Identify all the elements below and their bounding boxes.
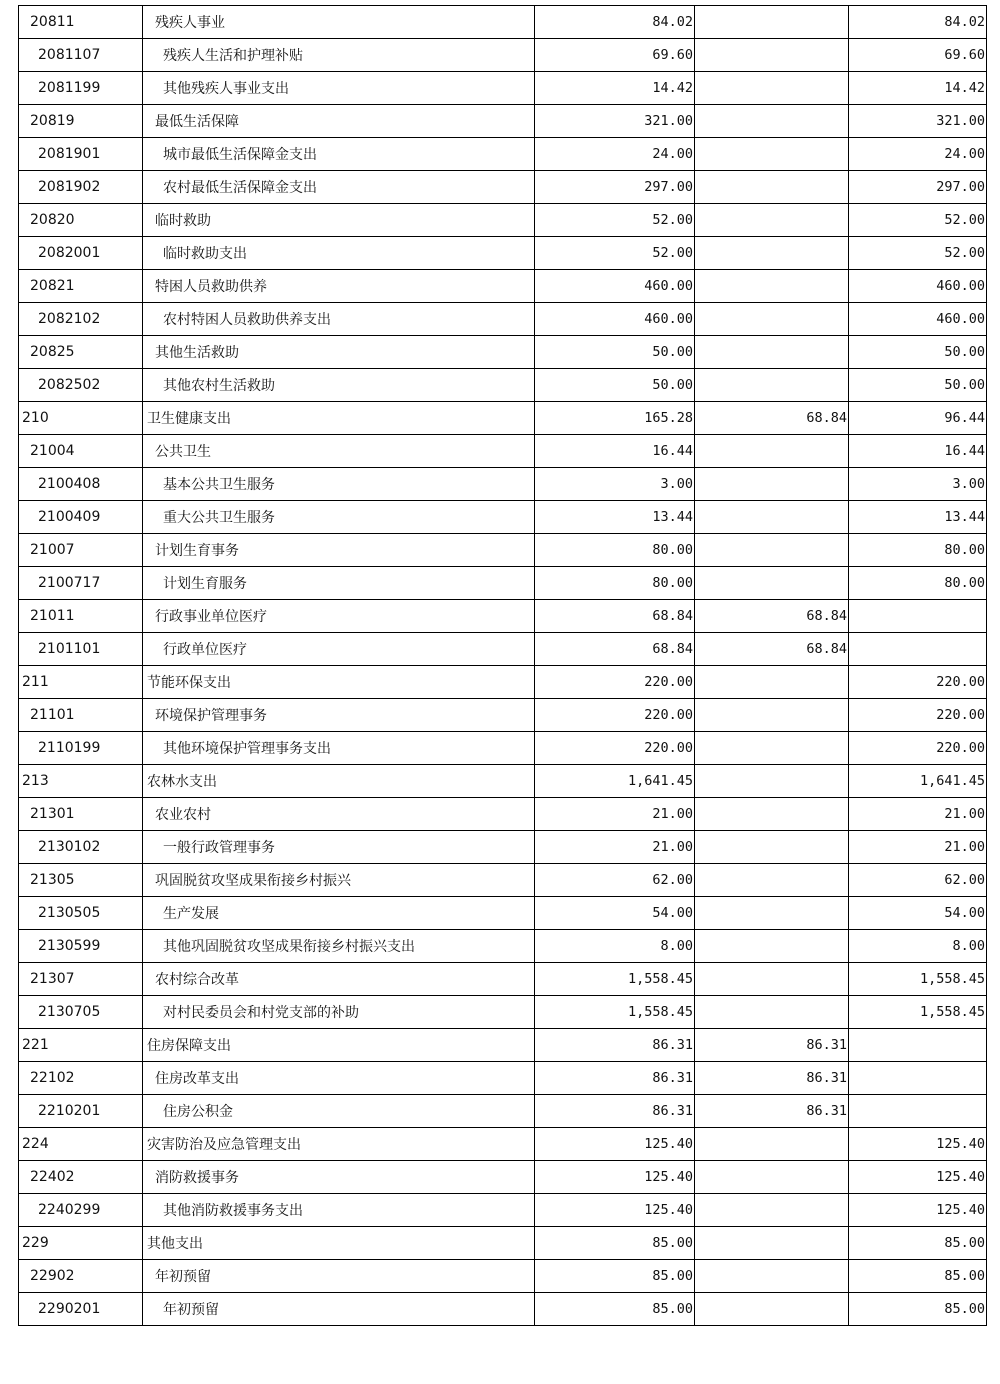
cell-basic — [695, 666, 849, 699]
cell-basic — [695, 468, 849, 501]
cell-total: 52.00 — [535, 237, 695, 270]
table-row — [19, 501, 987, 534]
cell-code: 20819 — [19, 105, 143, 138]
cell-total: 1,641.45 — [535, 765, 695, 798]
cell-name: 农村综合改革 — [143, 963, 535, 996]
cell-total: 16.44 — [535, 435, 695, 468]
table-row — [19, 1095, 987, 1128]
cell-name: 计划生育服务 — [143, 567, 535, 600]
cell-name: 住房保障支出 — [143, 1029, 535, 1062]
cell-project: 84.02 — [849, 6, 987, 39]
cell-project — [849, 1062, 987, 1095]
cell-name: 特困人员救助供养 — [143, 270, 535, 303]
cell-code: 211 — [19, 666, 143, 699]
table-row — [19, 765, 987, 798]
cell-code: 20821 — [19, 270, 143, 303]
cell-code: 224 — [19, 1128, 143, 1161]
cell-basic — [695, 1128, 849, 1161]
cell-basic — [695, 336, 849, 369]
table-row — [19, 831, 987, 864]
cell-name: 残疾人生活和护理补贴 — [143, 39, 535, 72]
cell-name: 最低生活保障 — [143, 105, 535, 138]
cell-project: 16.44 — [849, 435, 987, 468]
cell-project: 220.00 — [849, 666, 987, 699]
cell-code: 2100717 — [19, 567, 143, 600]
cell-total: 86.31 — [535, 1095, 695, 1128]
cell-name: 消防救援事务 — [143, 1161, 535, 1194]
cell-code: 2240299 — [19, 1194, 143, 1227]
cell-total: 3.00 — [535, 468, 695, 501]
cell-code: 20811 — [19, 6, 143, 39]
cell-total: 297.00 — [535, 171, 695, 204]
cell-basic — [695, 303, 849, 336]
table-body — [19, 6, 987, 1326]
cell-code: 2081901 — [19, 138, 143, 171]
cell-project: 52.00 — [849, 237, 987, 270]
cell-basic — [695, 996, 849, 1029]
cell-basic — [695, 72, 849, 105]
table-row — [19, 105, 987, 138]
cell-code: 21301 — [19, 798, 143, 831]
cell-code: 2130599 — [19, 930, 143, 963]
cell-project: 8.00 — [849, 930, 987, 963]
table-row — [19, 369, 987, 402]
cell-name: 其他生活救助 — [143, 336, 535, 369]
cell-basic: 68.84 — [695, 633, 849, 666]
table-row — [19, 435, 987, 468]
cell-project: 50.00 — [849, 369, 987, 402]
cell-name: 住房公积金 — [143, 1095, 535, 1128]
cell-project: 21.00 — [849, 798, 987, 831]
cell-basic — [695, 1194, 849, 1227]
cell-project: 3.00 — [849, 468, 987, 501]
table-row — [19, 39, 987, 72]
cell-code: 2130705 — [19, 996, 143, 1029]
cell-basic — [695, 765, 849, 798]
cell-basic — [695, 864, 849, 897]
cell-project: 14.42 — [849, 72, 987, 105]
table-row — [19, 1161, 987, 1194]
cell-total: 85.00 — [535, 1227, 695, 1260]
cell-project — [849, 633, 987, 666]
cell-code: 2290201 — [19, 1293, 143, 1326]
cell-total: 50.00 — [535, 369, 695, 402]
cell-code: 21007 — [19, 534, 143, 567]
cell-total: 80.00 — [535, 567, 695, 600]
cell-code: 2110199 — [19, 732, 143, 765]
cell-code: 2081107 — [19, 39, 143, 72]
cell-name: 节能环保支出 — [143, 666, 535, 699]
cell-code: 221 — [19, 1029, 143, 1062]
cell-project: 125.40 — [849, 1194, 987, 1227]
cell-basic — [695, 897, 849, 930]
cell-name: 其他消防救援事务支出 — [143, 1194, 535, 1227]
cell-code: 2081902 — [19, 171, 143, 204]
cell-project: 62.00 — [849, 864, 987, 897]
cell-total: 68.84 — [535, 600, 695, 633]
cell-basic — [695, 501, 849, 534]
cell-basic — [695, 732, 849, 765]
cell-project — [849, 600, 987, 633]
table-row — [19, 666, 987, 699]
cell-name: 其他支出 — [143, 1227, 535, 1260]
cell-code: 2130102 — [19, 831, 143, 864]
cell-basic — [695, 39, 849, 72]
cell-project: 1,558.45 — [849, 963, 987, 996]
table-row — [19, 930, 987, 963]
cell-code: 2210201 — [19, 1095, 143, 1128]
cell-name: 巩固脱贫攻坚成果衔接乡村振兴 — [143, 864, 535, 897]
cell-total: 50.00 — [535, 336, 695, 369]
cell-total: 86.31 — [535, 1062, 695, 1095]
cell-project: 460.00 — [849, 303, 987, 336]
cell-name: 年初预留 — [143, 1260, 535, 1293]
cell-name: 农村最低生活保障金支出 — [143, 171, 535, 204]
cell-project: 460.00 — [849, 270, 987, 303]
cell-basic — [695, 798, 849, 831]
table-row — [19, 402, 987, 435]
cell-name: 残疾人事业 — [143, 6, 535, 39]
cell-name: 临时救助 — [143, 204, 535, 237]
cell-total: 13.44 — [535, 501, 695, 534]
cell-project: 13.44 — [849, 501, 987, 534]
cell-project: 96.44 — [849, 402, 987, 435]
cell-name: 其他环境保护管理事务支出 — [143, 732, 535, 765]
cell-project: 1,641.45 — [849, 765, 987, 798]
cell-basic — [695, 6, 849, 39]
cell-name: 环境保护管理事务 — [143, 699, 535, 732]
cell-basic — [695, 435, 849, 468]
cell-total: 220.00 — [535, 732, 695, 765]
table-row — [19, 270, 987, 303]
cell-basic — [695, 138, 849, 171]
table-row — [19, 864, 987, 897]
cell-total: 69.60 — [535, 39, 695, 72]
cell-total: 125.40 — [535, 1128, 695, 1161]
cell-basic — [695, 1161, 849, 1194]
cell-total: 21.00 — [535, 798, 695, 831]
table-row — [19, 963, 987, 996]
table-row — [19, 138, 987, 171]
cell-code: 2130505 — [19, 897, 143, 930]
cell-code: 2082502 — [19, 369, 143, 402]
table-row — [19, 633, 987, 666]
cell-name: 基本公共卫生服务 — [143, 468, 535, 501]
cell-total: 85.00 — [535, 1293, 695, 1326]
cell-total: 220.00 — [535, 666, 695, 699]
cell-project: 125.40 — [849, 1161, 987, 1194]
table-row — [19, 996, 987, 1029]
cell-code: 2082001 — [19, 237, 143, 270]
cell-total: 84.02 — [535, 6, 695, 39]
cell-project — [849, 1029, 987, 1062]
cell-basic — [695, 699, 849, 732]
cell-name: 农业农村 — [143, 798, 535, 831]
cell-code: 21101 — [19, 699, 143, 732]
cell-basic: 68.84 — [695, 402, 849, 435]
cell-code: 21307 — [19, 963, 143, 996]
cell-name: 农林水支出 — [143, 765, 535, 798]
cell-code: 2100409 — [19, 501, 143, 534]
cell-total: 220.00 — [535, 699, 695, 732]
table-row — [19, 600, 987, 633]
cell-project: 85.00 — [849, 1227, 987, 1260]
cell-project: 85.00 — [849, 1293, 987, 1326]
cell-name: 其他农村生活救助 — [143, 369, 535, 402]
table-row — [19, 1227, 987, 1260]
cell-code: 2101101 — [19, 633, 143, 666]
cell-name: 城市最低生活保障金支出 — [143, 138, 535, 171]
table-row — [19, 72, 987, 105]
cell-project: 1,558.45 — [849, 996, 987, 1029]
cell-basic — [695, 1227, 849, 1260]
cell-code: 22102 — [19, 1062, 143, 1095]
cell-project — [849, 1095, 987, 1128]
cell-code: 22402 — [19, 1161, 143, 1194]
cell-code: 213 — [19, 765, 143, 798]
cell-total: 125.40 — [535, 1161, 695, 1194]
cell-total: 8.00 — [535, 930, 695, 963]
cell-name: 计划生育事务 — [143, 534, 535, 567]
cell-basic — [695, 567, 849, 600]
cell-basic — [695, 105, 849, 138]
cell-name: 行政事业单位医疗 — [143, 600, 535, 633]
cell-project: 297.00 — [849, 171, 987, 204]
cell-basic — [695, 270, 849, 303]
cell-total: 68.84 — [535, 633, 695, 666]
cell-name: 对村民委员会和村党支部的补助 — [143, 996, 535, 1029]
cell-project: 80.00 — [849, 567, 987, 600]
cell-code: 229 — [19, 1227, 143, 1260]
cell-total: 54.00 — [535, 897, 695, 930]
budget-table — [18, 5, 987, 1326]
table-row — [19, 1029, 987, 1062]
table-row — [19, 1260, 987, 1293]
cell-project: 24.00 — [849, 138, 987, 171]
cell-total: 80.00 — [535, 534, 695, 567]
cell-basic: 86.31 — [695, 1029, 849, 1062]
table-row — [19, 798, 987, 831]
cell-name: 年初预留 — [143, 1293, 535, 1326]
cell-total: 85.00 — [535, 1260, 695, 1293]
cell-name: 生产发展 — [143, 897, 535, 930]
cell-basic: 86.31 — [695, 1095, 849, 1128]
cell-code: 2081199 — [19, 72, 143, 105]
table-row — [19, 204, 987, 237]
cell-project: 54.00 — [849, 897, 987, 930]
cell-name: 住房改革支出 — [143, 1062, 535, 1095]
cell-name: 其他巩固脱贫攻坚成果衔接乡村振兴支出 — [143, 930, 535, 963]
cell-total: 86.31 — [535, 1029, 695, 1062]
cell-project: 220.00 — [849, 699, 987, 732]
cell-code: 21305 — [19, 864, 143, 897]
table-row — [19, 897, 987, 930]
cell-total: 1,558.45 — [535, 996, 695, 1029]
cell-basic: 68.84 — [695, 600, 849, 633]
cell-total: 24.00 — [535, 138, 695, 171]
cell-project: 125.40 — [849, 1128, 987, 1161]
cell-project: 85.00 — [849, 1260, 987, 1293]
cell-code: 21011 — [19, 600, 143, 633]
table-row — [19, 237, 987, 270]
cell-project: 52.00 — [849, 204, 987, 237]
cell-name: 公共卫生 — [143, 435, 535, 468]
cell-total: 62.00 — [535, 864, 695, 897]
cell-code: 210 — [19, 402, 143, 435]
cell-basic — [695, 369, 849, 402]
cell-name: 行政单位医疗 — [143, 633, 535, 666]
cell-basic — [695, 930, 849, 963]
cell-code: 20820 — [19, 204, 143, 237]
table-row — [19, 1062, 987, 1095]
table-row — [19, 1293, 987, 1326]
cell-basic — [695, 1260, 849, 1293]
cell-project: 321.00 — [849, 105, 987, 138]
cell-code: 2082102 — [19, 303, 143, 336]
table-row — [19, 336, 987, 369]
cell-project: 21.00 — [849, 831, 987, 864]
cell-name: 其他残疾人事业支出 — [143, 72, 535, 105]
cell-name: 农村特困人员救助供养支出 — [143, 303, 535, 336]
table-row — [19, 171, 987, 204]
cell-code: 20825 — [19, 336, 143, 369]
cell-project: 69.60 — [849, 39, 987, 72]
cell-basic — [695, 534, 849, 567]
cell-name: 卫生健康支出 — [143, 402, 535, 435]
cell-total: 321.00 — [535, 105, 695, 138]
cell-name: 灾害防治及应急管理支出 — [143, 1128, 535, 1161]
table-row — [19, 534, 987, 567]
cell-project: 220.00 — [849, 732, 987, 765]
table-row — [19, 732, 987, 765]
cell-basic — [695, 204, 849, 237]
cell-total: 1,558.45 — [535, 963, 695, 996]
cell-project: 80.00 — [849, 534, 987, 567]
table-row — [19, 699, 987, 732]
cell-code: 21004 — [19, 435, 143, 468]
cell-name: 重大公共卫生服务 — [143, 501, 535, 534]
cell-name: 一般行政管理事务 — [143, 831, 535, 864]
cell-basic — [695, 237, 849, 270]
cell-basic — [695, 171, 849, 204]
table-row — [19, 567, 987, 600]
table-row — [19, 1194, 987, 1227]
cell-basic — [695, 1293, 849, 1326]
cell-total: 125.40 — [535, 1194, 695, 1227]
cell-basic: 86.31 — [695, 1062, 849, 1095]
cell-total: 460.00 — [535, 303, 695, 336]
table-row — [19, 303, 987, 336]
cell-total: 460.00 — [535, 270, 695, 303]
cell-project: 50.00 — [849, 336, 987, 369]
table-row — [19, 468, 987, 501]
table-row — [19, 6, 987, 39]
cell-basic — [695, 963, 849, 996]
cell-basic — [695, 831, 849, 864]
cell-code: 22902 — [19, 1260, 143, 1293]
cell-name: 临时救助支出 — [143, 237, 535, 270]
cell-total: 165.28 — [535, 402, 695, 435]
cell-code: 2100408 — [19, 468, 143, 501]
cell-total: 14.42 — [535, 72, 695, 105]
cell-total: 21.00 — [535, 831, 695, 864]
cell-total: 52.00 — [535, 204, 695, 237]
table-row — [19, 1128, 987, 1161]
